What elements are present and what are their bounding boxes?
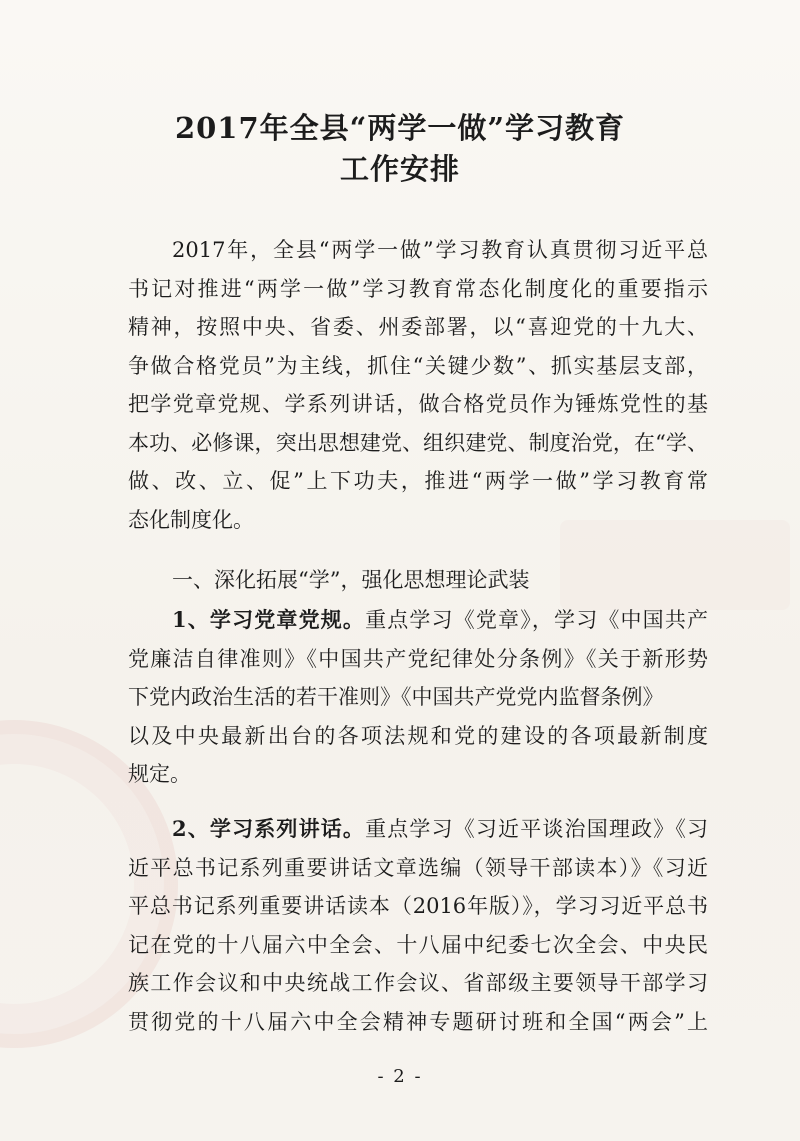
document-title-line-2: 工作安排 xyxy=(339,152,460,186)
item-1-first-line xyxy=(128,601,708,640)
item-2-first-line-rest: 重点学习《习近平谈治国理政》《习 xyxy=(365,817,708,841)
item-1-paragraph xyxy=(128,601,708,794)
item-1-line: 规定。 xyxy=(128,762,191,786)
intro-line: 做、改、立、促”上下功夫，推进“两学一做”学习教育常 xyxy=(128,469,708,493)
item-2-line: 平总书记系列重要讲话读本（2016年版）》，学习习近平总书 xyxy=(128,894,708,918)
item-2-line: 记在党的十八届六中全会、十八届中纪委七次全会、中央民 xyxy=(128,932,708,957)
document-title-line-1: 2017年全县“两学一做”学习教育 xyxy=(174,111,626,145)
item-2-line: 族工作会议和中央统战工作会议、省部级主要领导干部学习 xyxy=(128,971,708,995)
item-2-line: 贯彻党的十八届六中全会精神专题研讨班和全国“两会”上 xyxy=(128,1009,708,1034)
intro-line: 书记对推进“两学一做”学习教育常态化制度化的重要指示 xyxy=(128,276,708,301)
intro-line: 精神，按照中央、省委、州委部署，以“喜迎党的十九大、 xyxy=(128,315,708,339)
intro-line: 2017年，全县“两学一做”学习教育认真贯彻习近平总 xyxy=(172,238,708,262)
item-2-lead: 2、学习系列讲话。 xyxy=(172,816,366,841)
section-heading-1: 一、深化拓展“学”，强化思想理论武装 xyxy=(172,568,530,592)
intro-line: 态化制度化。 xyxy=(128,507,254,532)
item-1-lead: 1、学习党章党规。 xyxy=(172,607,366,632)
intro-line: 把学党章党规、学系列讲话，做合格党员作为锤炼党性的基 xyxy=(128,392,708,416)
item-1-line: 以及中央最新出台的各项法规和党的建设的各项最新制度 xyxy=(128,723,708,748)
item-2-paragraph xyxy=(128,810,708,1041)
intro-line: 争做合格党员”为主线，抓住“关键少数”、抓实基层支部， xyxy=(128,353,708,378)
item-1-line: 下党内政治生活的若干准则》《中国共产党党内监督条例》 xyxy=(128,685,664,709)
intro-line: 本功、必修课，突出思想建党、组织建党、制度治党，在“学、 xyxy=(128,430,708,455)
item-1-first-line-rest: 重点学习《党章》，学习《中国共产 xyxy=(365,608,708,632)
item-2-first-line xyxy=(128,810,708,849)
page-number: - 2 - xyxy=(377,1066,423,1087)
intro-paragraph xyxy=(128,231,708,539)
item-1-line: 党廉洁自律准则》《中国共产党纪律处分条例》《关于新形势 xyxy=(128,646,708,671)
item-2-line: 近平总书记系列重要讲话文章选编（领导干部读本）》《习近 xyxy=(128,855,708,880)
